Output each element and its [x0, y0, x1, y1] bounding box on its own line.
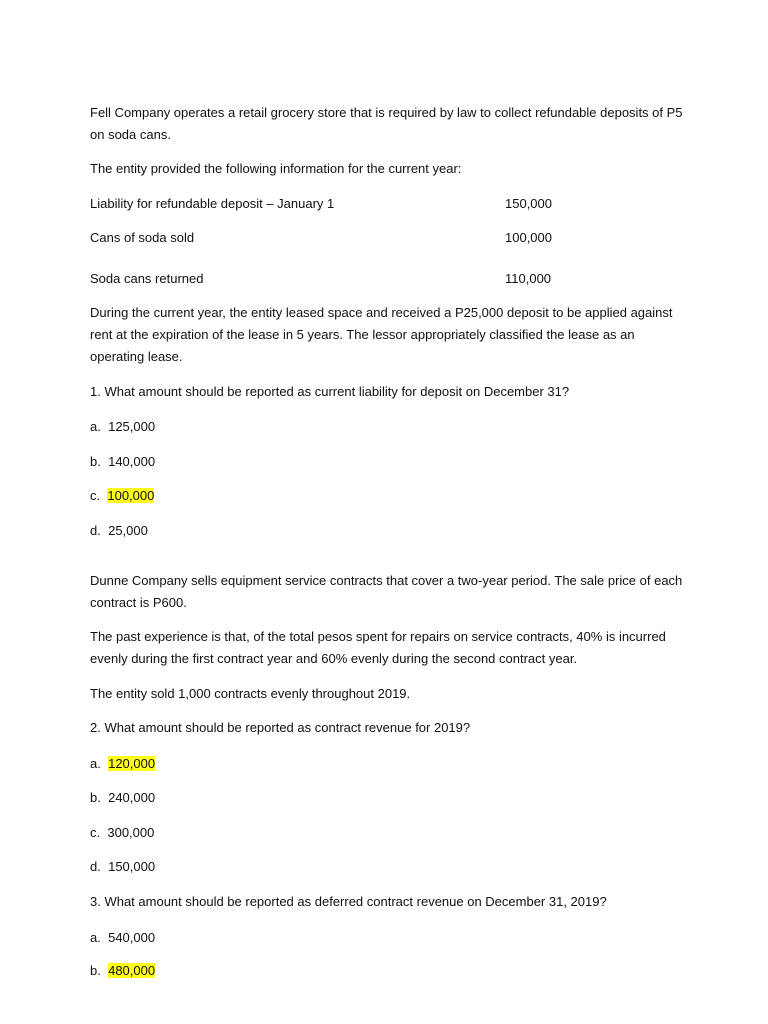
choice-value: 300,000	[107, 825, 155, 840]
choice-value: 25,000	[108, 523, 148, 538]
info-row-liability	[90, 193, 690, 215]
choice-value-highlighted: 120,000	[108, 756, 156, 771]
choice-letter: d.	[90, 523, 105, 538]
choice-q1-b	[90, 451, 690, 473]
info-row-value: 100,000	[505, 230, 552, 245]
info-row-cans-sold	[90, 227, 690, 249]
choice-letter: b.	[90, 454, 105, 469]
choice-value-highlighted: 100,000	[107, 488, 155, 503]
choice-q1-d	[90, 520, 690, 542]
info-row-value: 110,000	[505, 271, 552, 286]
info-row-cans-returned	[90, 268, 690, 290]
problem1-intro: Fell Company operates a retail grocery store that is required by law to collect refundable deposits of P5 on soda cans.	[90, 105, 683, 142]
choice-q2-b	[90, 787, 690, 809]
question-1: 1. What amount should be reported as current liability for deposit on December 31?	[90, 384, 570, 399]
choice-q3-b	[90, 960, 690, 982]
choice-value: 150,000	[108, 859, 156, 874]
choice-letter: a.	[90, 930, 105, 945]
choice-q3-a	[90, 927, 690, 949]
choice-value: 140,000	[108, 454, 156, 469]
choice-q1-c	[90, 485, 690, 507]
choice-q2-d	[90, 856, 690, 878]
choice-q1-a	[90, 416, 690, 438]
choice-letter: c.	[90, 825, 104, 840]
info-row-label: Soda cans returned	[90, 271, 204, 286]
choice-q2-a	[90, 753, 690, 775]
problem1-info-lead: The entity provided the following information for the current year:	[90, 161, 462, 176]
choice-letter: b.	[90, 790, 105, 805]
choice-value: 125,000	[108, 419, 156, 434]
question-2: 2. What amount should be reported as contract revenue for 2019?	[90, 720, 471, 735]
info-row-label: Cans of soda sold	[90, 230, 195, 245]
problem2-intro: Dunne Company sells equipment service contracts that cover a two-year period. The sale price of each contract is P600.	[90, 573, 683, 610]
choice-q2-c	[90, 822, 690, 844]
choice-letter: a.	[90, 419, 105, 434]
choice-letter: a.	[90, 756, 105, 771]
problem2-experience: The past experience is that, of the total pesos spent for repairs on service contracts, 40% is incurred evenly during the first contract year and 60% evenly during the second contract year.	[90, 629, 666, 666]
info-row-value: 150,000	[505, 196, 552, 211]
choice-letter: c.	[90, 488, 104, 503]
choice-value-highlighted: 480,000	[108, 963, 156, 978]
choice-letter: d.	[90, 859, 105, 874]
choice-value: 540,000	[108, 930, 156, 945]
question-3: 3. What amount should be reported as deferred contract revenue on December 31, 2019?	[90, 894, 607, 909]
choice-value: 240,000	[108, 790, 156, 805]
info-row-label: Liability for refundable deposit – January 1	[90, 196, 335, 211]
choice-letter: b.	[90, 963, 105, 978]
problem1-lease-text: During the current year, the entity leased space and received a P25,000 deposit to be applied against rent at the expiration of the lease in 5 years. The lessor appropriately classified the lease as an operating lease.	[90, 305, 673, 364]
problem2-sold: The entity sold 1,000 contracts evenly throughout 2019.	[90, 686, 411, 701]
